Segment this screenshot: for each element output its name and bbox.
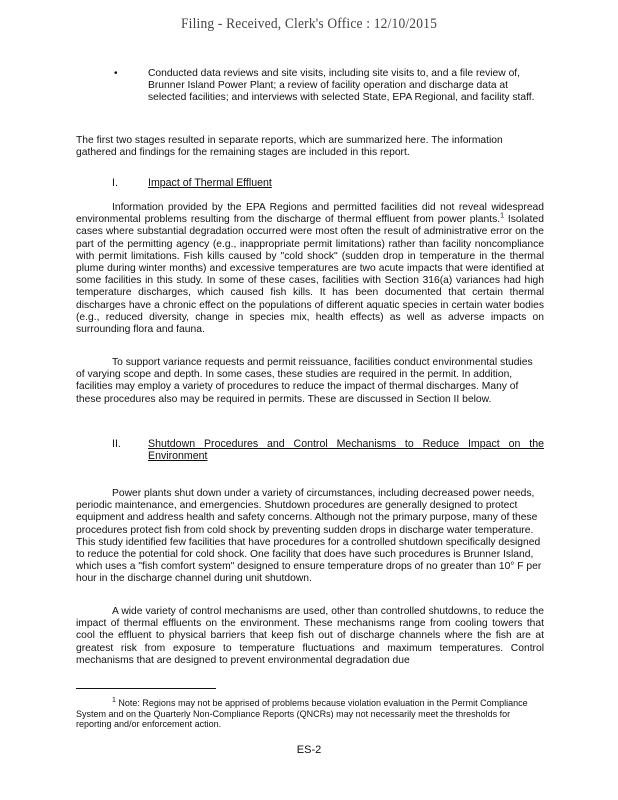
bullet-mark: •: [114, 68, 118, 79]
footnote-ref: 1: [500, 212, 504, 220]
section-1-paragraph-1: [76, 202, 544, 336]
footnote-divider: [76, 688, 216, 689]
footnote-text: Note: Regions may not be apprised of problems because violation evaluation in the Permit Compliance System and on the Quarterly Non-Compliance Reports (QNCRs) may not necessarily meet the thresholds for reporting and/or enforcement action.: [76, 698, 528, 730]
section-2-paragraph-1: Power plants shut down under a variety of circumstances, including decreased power needs, periodic maintenance, and emergencies. Shutdown procedures are generally designed to protect equipment and address health and safety concerns. Although not the primary purpose, many of these procedures protect fish from cold shock by preventing sudden drops in discharge water temperature. This study identified few facilities that have procedures for a controlled shutdown specifically designed to reduce the potential for cold shock. One facility that does have such procedures is Brunner Island, which uses a "fish comfort system" designed to ensure temperature drops of no greater than 10° F per hour in the discharge channel during unit shutdown.: [76, 488, 542, 585]
section-2-heading: [112, 438, 544, 466]
bullet-text: Conducted data reviews and site visits, including site visits to, and a file review of, Brunner Island Power Plant; a review of facility operation and discharge data at selected facilities; and interviews with selected State, EPA Regional, and facility staff.: [148, 68, 535, 104]
page-number: ES-2: [296, 744, 322, 756]
section-1-title: Impact of Thermal Effluent: [148, 177, 272, 189]
section-1-paragraph-2: To support variance requests and permit reissuance, facilities conduct environmental studies of varying scope and depth. In some cases, these studies are required in the permit. In addition, facilities may employ a variety of procedures to reduce the impact of thermal discharges. Many of these procedures also may be required in permits. These are discussed in Section II below.: [76, 357, 533, 405]
section-1-number: I.: [112, 177, 118, 189]
section-1-p1-start: Information provided by the EPA Regions and permitted facilities did not reveal widespread environmental problems resulting from the discharge of thermal effluent from power plants.: [76, 202, 544, 226]
section-1-heading: [112, 177, 552, 191]
footnote-mark: 1: [112, 697, 116, 704]
footnote: [76, 698, 544, 730]
filing-header: Filing - Received, Clerk's Office : 12/10/2015: [180, 16, 438, 32]
section-2-paragraph-2: A wide variety of control mechanisms are used, other than controlled shutdowns, to reduce the impact of thermal effluents on the environment. These mechanisms range from cooling towers that cool the effluent to physical barriers that keep fish out of discharge channels where the fish are at greatest risk from exposure to temperature fluctuations and maximum temperatures. Control mechanisms that are designed to prevent environmental degradation due: [76, 606, 544, 666]
section-2-title: Shutdown Procedures and Control Mechanisms to Reduce Impact on the Environment: [148, 438, 544, 463]
intro-paragraph: The first two stages resulted in separate reports, which are summarized here. The information gathered and findings for the remaining stages are included in this report.: [76, 135, 503, 159]
section-2-number: II.: [112, 438, 121, 450]
section-1-p1-rest: Isolated cases where substantial degradation occurred were most often the result of administrative error on the part of the permitting agency (e.g., inappropriate permit limitations) rather than facility noncompliance with permit limitations. Fish kills caused by "cold shock" (sudden drop in temperature in the thermal plume during winter months) and excessive temperatures are two acute impacts that were identified at some facilities in this study. In some of these cases, facilities with Section 316(a) variances had high temperature discharges, which caused fish kills. It has been documented that certain thermal discharges have a chronic effect on the populations of different aquatic species in certain water bodies (e.g., reduced diversity, change in species mix, health effects) as well as adverse impacts on surrounding flora and fauna.: [76, 214, 544, 336]
